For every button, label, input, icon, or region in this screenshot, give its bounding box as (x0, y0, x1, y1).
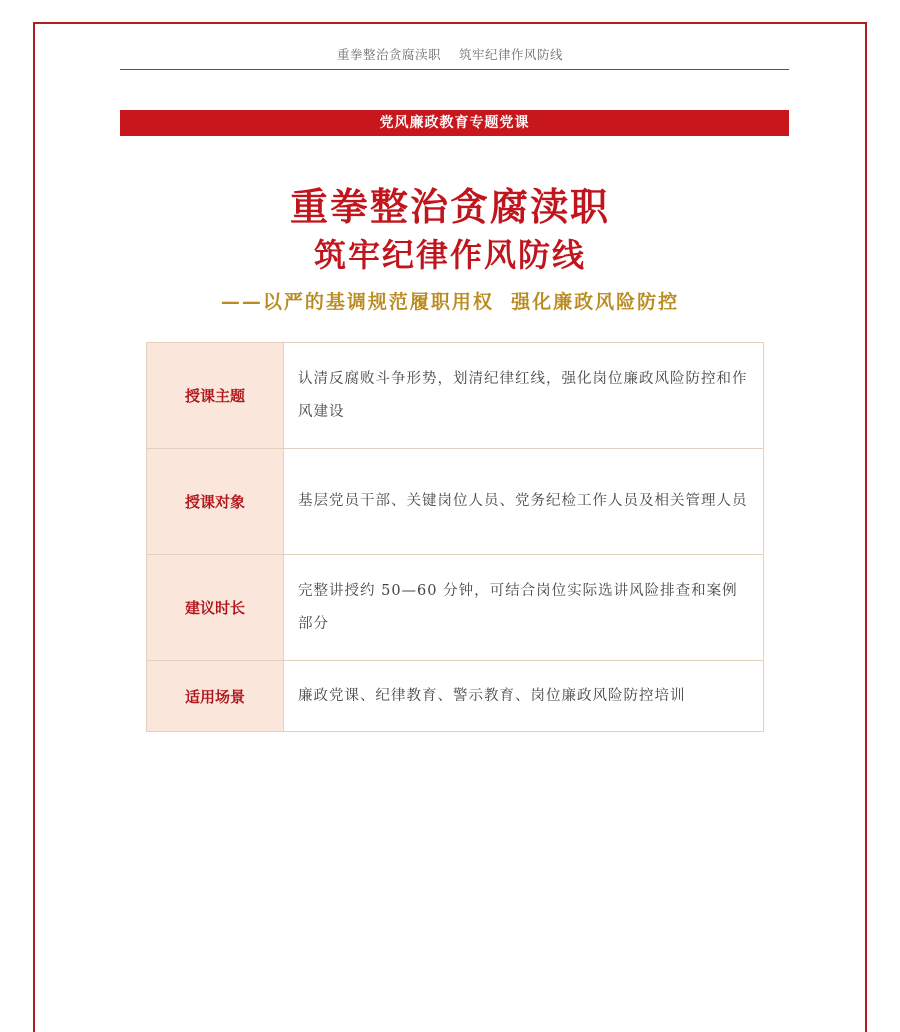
table-row (147, 661, 764, 732)
row-label-audience: 授课对象 (147, 449, 284, 555)
main-title-line-1: 重拳整治贪腐渎职 (289, 185, 610, 229)
section-banner: 党风廉政教育专题党课 (120, 110, 789, 136)
row-value-audience: 基层党员干部、关键岗位人员、党务纪检工作人员及相关管理人员 (284, 449, 764, 555)
running-header: 重拳整治贪腐渎职 筑牢纪律作风防线 (337, 47, 563, 62)
info-table (146, 342, 764, 732)
table-row (147, 449, 764, 555)
row-label-topic: 授课主题 (147, 343, 284, 449)
table-row (147, 343, 764, 449)
row-label-scenario: 适用场景 (147, 661, 284, 732)
row-value-duration: 完整讲授约 50—60 分钟，可结合岗位实际选讲风险排查和案例部分 (284, 555, 764, 661)
table-row (147, 555, 764, 661)
header-divider (120, 69, 789, 70)
row-value-topic: 认清反腐败斗争形势，划清纪律红线，强化岗位廉政风险防控和作风建设 (284, 343, 764, 449)
subtitle: ——以严的基调规范履职用权 强化廉政风险防控 (220, 291, 680, 313)
row-value-scenario: 廉政党课、纪律教育、警示教育、岗位廉政风险防控培训 (284, 661, 764, 732)
row-label-duration: 建议时长 (147, 555, 284, 661)
main-title-line-2: 筑牢纪律作风防线 (313, 236, 586, 274)
